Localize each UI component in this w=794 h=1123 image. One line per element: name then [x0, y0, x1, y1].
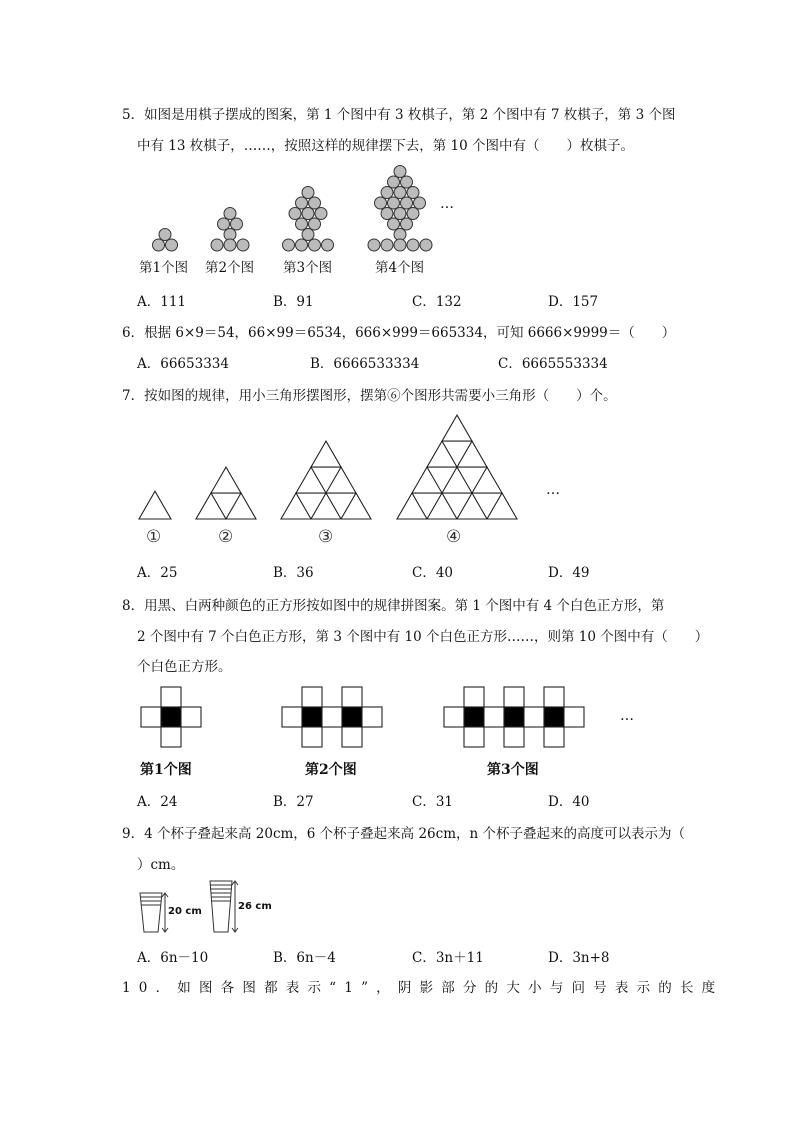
- q5-option-b: B．91: [273, 294, 314, 310]
- q9-text-line1: 9．4 个杯子叠起来高 20cm，6 个杯子叠起来高 26cm，n 个杯子叠起来的高度可以表示为（: [122, 826, 685, 842]
- q5-option-d: D．157: [548, 294, 599, 310]
- q10-text-line1: 10．如图各图都表示“1”，阴影部分的大小与问号表示的长度: [122, 980, 724, 996]
- q7-option-b: B．36: [273, 565, 314, 581]
- q5-option-c: C．132: [412, 294, 462, 310]
- q7-label-1: ①: [146, 527, 162, 547]
- q9-label-26cm: 26 cm: [238, 901, 272, 912]
- q7-ellipsis: …: [546, 482, 561, 498]
- q7-option-a: A．25: [137, 565, 178, 581]
- q6-option-c: C．6665553334: [498, 356, 608, 372]
- q9-label-20cm: 20 cm: [168, 906, 202, 917]
- q5-text-line1: 5．如图是用棋子摆成的图案，第 1 个图中有 3 枚棋子，第 2 个图中有 7 枚棋子，第 3 个图: [122, 107, 676, 123]
- q7-option-d: D．49: [548, 565, 590, 581]
- cup-stack-1: [140, 893, 162, 932]
- q6-option-b: B．6666533334: [310, 356, 420, 372]
- q8-option-c: C．31: [412, 794, 454, 810]
- q6-option-a: A．66653334: [137, 356, 229, 372]
- q5-caption-4: 第4个图: [375, 260, 425, 276]
- q5-caption-1: 第1个图: [139, 260, 189, 276]
- q9-option-d: D．3n+8: [548, 950, 610, 966]
- q5-caption-3: 第3个图: [283, 260, 333, 276]
- q9-text-line2: ）cm。: [137, 857, 185, 873]
- q8-text-line1: 8．用黑、白两种颜色的正方形按如图中的规律拼图案。第 1 个图中有 4 个白色正方形，第: [122, 598, 665, 614]
- q9-option-a: A．6n－10: [137, 950, 209, 966]
- q8-ellipsis: …: [620, 708, 635, 724]
- q7-label-3: ③: [318, 527, 334, 547]
- q8-caption-2: 第2个图: [305, 762, 357, 778]
- q5-option-a: A．111: [137, 294, 187, 310]
- q9-option-c: C．3n＋11: [412, 950, 484, 966]
- q8-caption-3: 第3个图: [487, 762, 539, 778]
- q6-text-line1: 6．根据 6×9＝54，66×99＝6534，666×999＝665334，可知 6666×9999＝（ ）: [122, 325, 676, 341]
- q9-option-b: B．6n－4: [273, 950, 336, 966]
- q7-label-4: ④: [446, 527, 462, 547]
- q5-caption-2: 第2个图: [205, 260, 255, 276]
- q7-label-2: ②: [218, 527, 234, 547]
- q8-text-line2: 2 个图中有 7 个白色正方形，第 3 个图中有 10 个白色正方形……，则第 10 个图中有（ ）: [137, 629, 709, 645]
- q8-option-a: A．24: [137, 794, 178, 810]
- q7-text-line1: 7．按如图的规律，用小三角形摆图形，摆第⑥个图形共需要小三角形（ ）个。: [122, 388, 617, 404]
- q8-option-b: B．27: [273, 794, 314, 810]
- q5-text-line2: 中有 13 枚棋子，……，按照这样的规律摆下去，第 10 个图中有（ ）枚棋子。: [137, 138, 635, 154]
- q5-ellipsis: …: [440, 196, 455, 212]
- q8-option-d: D．40: [548, 794, 590, 810]
- q7-option-c: C．40: [412, 565, 454, 581]
- q8-caption-1: 第1个图: [140, 762, 192, 778]
- q8-text-line3: 个白色正方形。: [137, 659, 232, 675]
